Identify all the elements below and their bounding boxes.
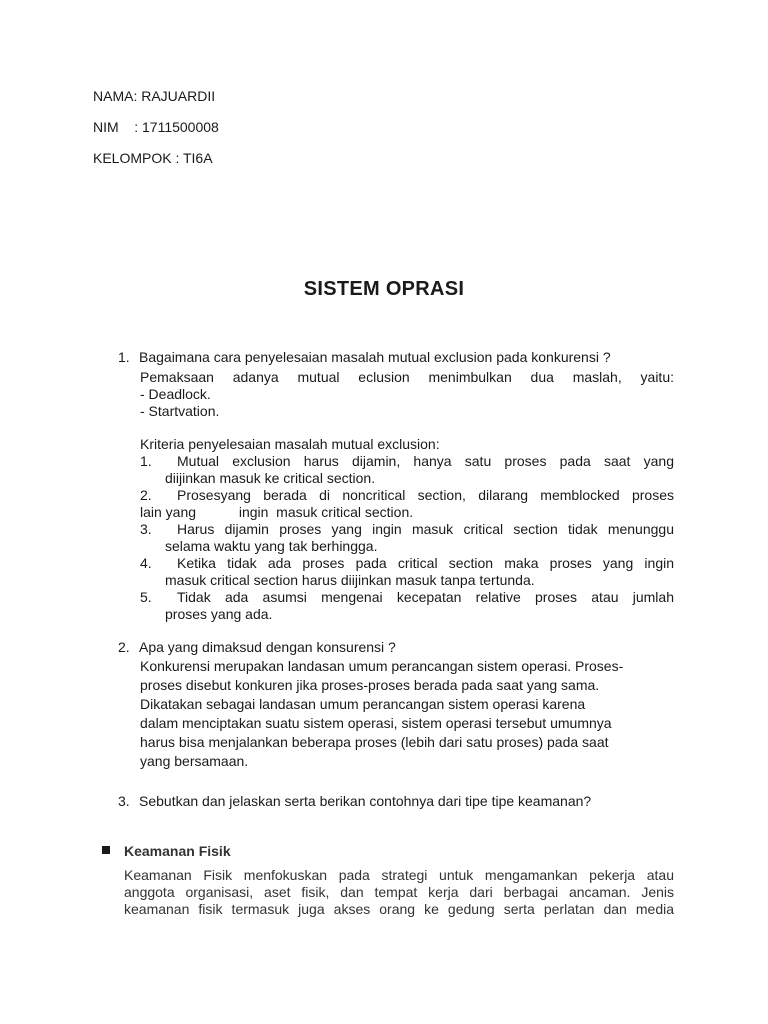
square-bullet-icon [102,846,110,854]
criteria-text: Mutual exclusion harus dijamin, hanya satu proses pada saat yang [177,453,674,469]
answer-2-line: proses disebut konkuren jika proses-proses berada pada saat yang sama. [140,677,600,693]
criteria-title: Kriteria penyelesaian masalah mutual exclusion: [140,436,440,452]
section-body [124,867,674,918]
section-title: Keamanan Fisik [124,843,231,859]
criteria-text-continued: diijinkan masuk ke critical section. [165,470,376,486]
criteria-number: 3. [140,521,152,537]
criteria-text: Harus dijamin proses yang ingin masuk critical section tidak menunggu [177,521,674,537]
criteria-text-continued: selama waktu yang tak berhingga. [165,538,378,554]
criteria-text: Tidak ada asumsi mengenai kecepatan relative proses atau jumlah [177,589,674,605]
criteria-number: 2. [140,487,152,503]
criteria-list [140,453,674,623]
criteria-item [140,453,674,487]
section-body-line: keamanan fisik termasuk juga akses orang ke gedung serta perlatan dan media [124,901,674,917]
question-2-text: Apa yang dimaksud dengan konsurensi ? [139,639,396,655]
name-line: NAMA: RAJUARDII [93,88,216,104]
answer-2-line: dalam menciptakan suatu sistem operasi, sistem operasi tersebut umumnya [140,715,612,731]
document-title: SISTEM OPRASI [303,278,465,300]
answer-2-line: harus bisa menjalankan beberapa proses (lebih dari satu proses) pada saat [140,734,609,750]
question-2-number: 2. [118,639,130,655]
question-1-number: 1. [118,349,130,365]
question-3 [118,793,591,810]
question-1-text: Bagaimana cara penyelesaian masalah mutual exclusion pada konkurensi ? [139,349,611,365]
answer-2-line: yang bersamaan. [140,753,249,769]
criteria-number: 4. [140,555,152,571]
criteria-number: 5. [140,589,152,605]
criteria-text-continued: lain yang ingin masuk critical section. [140,504,414,520]
criteria-item [140,487,674,521]
criteria-item [140,521,674,555]
criteria-text: Ketika tidak ada proses pada critical section maka proses yang ingin [177,555,674,571]
criteria-text: Prosesyang berada di noncritical section, dilarang memblocked proses [177,487,674,503]
section-body-line: anggota organisasi, aset fisik, dan tempat kerja dari berbagai ancaman. Jenis [124,884,674,900]
question-2 [118,639,396,656]
section-body-line: Keamanan Fisik menfokuskan pada strategi untuk mengamankan pekerja atau [124,867,674,883]
answer-2-line: Konkurensi merupakan landasan umum perancangan sistem operasi. Proses- [140,658,624,674]
answer-1-intro: Pemaksaan adanya mutual eclusion menimbulkan dua maslah, yaitu: [140,369,674,385]
criteria-item [140,589,674,623]
criteria-text-continued: masuk critical section harus diijinkan masuk tanpa tertunda. [165,572,535,588]
question-1 [118,349,611,366]
answer-1-item-deadlock: - Deadlock. [140,386,211,402]
criteria-text-continued: proses yang ada. [165,606,273,622]
answer-2 [140,657,680,771]
criteria-item [140,555,674,589]
answer-2-line: Dikatakan sebagai landasan umum perancangan sistem operasi karena [140,696,586,712]
criteria-number: 1. [140,453,152,469]
group-line: KELOMPOK : TI6A [93,150,213,166]
answer-1-item-starvation: - Startvation. [140,403,220,419]
question-3-number: 3. [118,793,130,809]
nim-line: NIM : 1711500008 [93,119,219,135]
question-3-text: Sebutkan dan jelaskan serta berikan contohnya dari tipe tipe keamanan? [139,793,592,809]
